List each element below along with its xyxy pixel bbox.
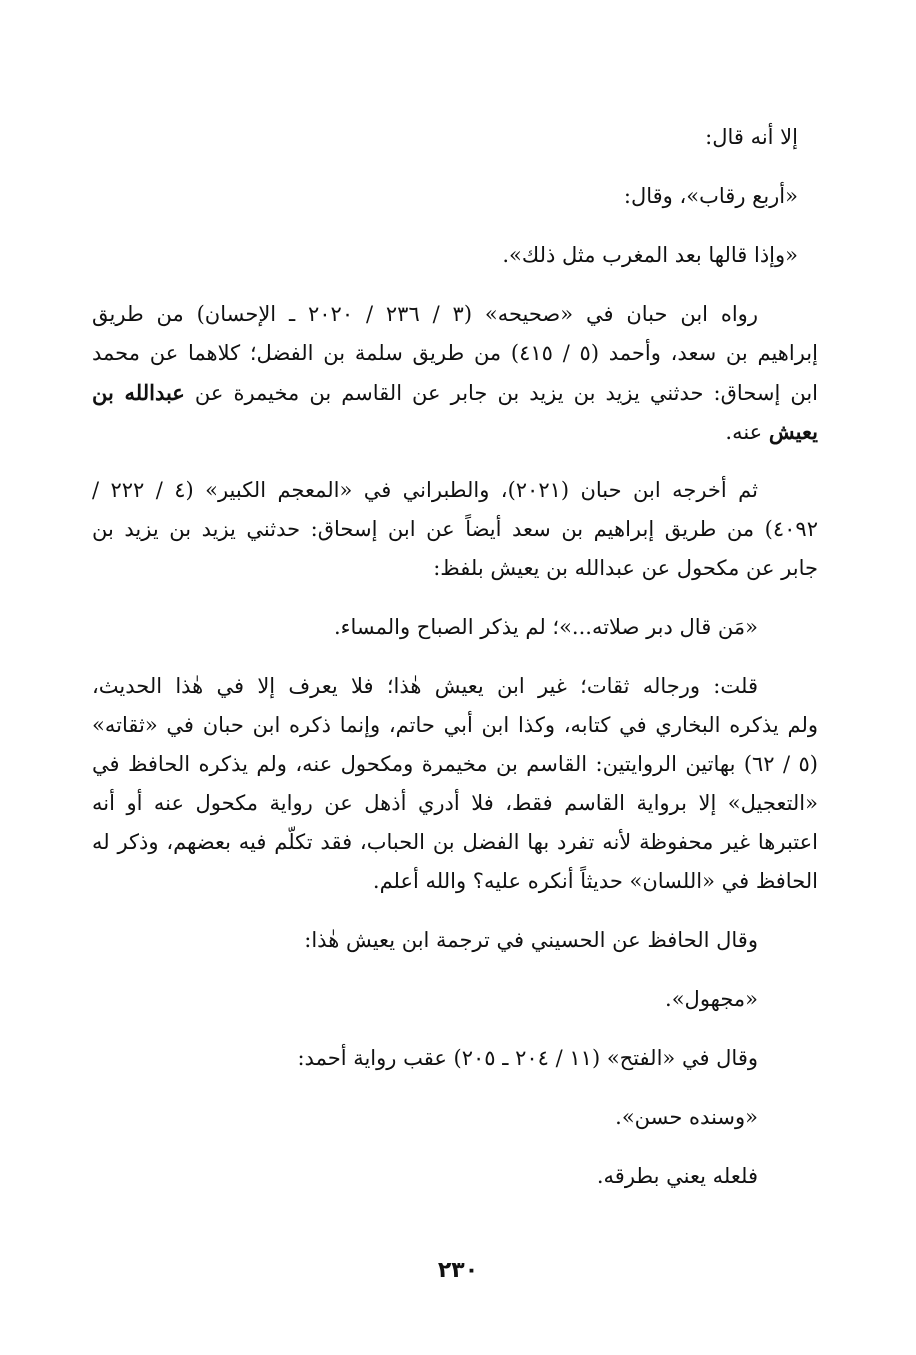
text-line: قلت: ورجاله ثقات؛ غير ابن يعيش هٰذا؛ فلا يعرف إلا في هٰذا الحديث،: [92, 674, 758, 698]
narrator-name: عبدالله بن: [92, 380, 185, 405]
page-body: [92, 118, 818, 1196]
text-line: ثم أخرجه ابن حبان (٢٠٢١)، والطبراني في «المعجم الكبير» (٤ / ٢٢٢ /: [92, 478, 758, 502]
text-line: (٥ / ٦٢) بهاتين الروايتين: القاسم بن مخيمرة ومكحول عنه، ولم يذكره الحافظ في: [92, 752, 818, 776]
text-line: اعتبرها غير محفوظة لأنه تفرد بها الفضل بن الحباب، فقد تكلّم فيه بعضهم، وذكر له: [92, 830, 818, 854]
quote-line: «وإذا قالها بعد المغرب مثل ذلك».: [502, 243, 798, 267]
quote-line: «أربع رقاب»، وقال:: [623, 184, 798, 208]
page-number: ٢٣٠: [437, 1258, 479, 1283]
quote-line: «مجهول».: [665, 987, 758, 1011]
text-line: رواه ابن حبان في «صحيحه» (٣ / ٢٣٦ / ٢٠٢٠ ـ الإحسان) من طريق: [92, 302, 758, 326]
quote-line: «وسنده حسن».: [615, 1105, 758, 1129]
text-line: الحافظ في «اللسان» حديثاً أنكره عليه؟ والله أعلم.: [372, 869, 818, 893]
text-line: [92, 412, 818, 451]
text-line: «التعجيل» إلا برواية القاسم فقط، فلا أدري أذهل عن رواية مكحول عنه أو أنه: [92, 791, 818, 815]
quote-line: «مَن قال دبر صلاته...»؛ لم يذكر الصباح والمساء.: [333, 615, 758, 639]
text-line: جابر عن مكحول عن عبدالله بن يعيش بلفظ:: [433, 556, 818, 580]
text-line: فلعله يعني بطرقه.: [596, 1164, 758, 1188]
text-line: وقال الحافظ عن الحسيني في ترجمة ابن يعيش هٰذا:: [304, 928, 758, 952]
text-line: إبراهيم بن سعد، وأحمد (٥ / ٤١٥) من طريق سلمة بن الفضل؛ كلاهما عن محمد: [92, 341, 818, 365]
text-line: وقال في «الفتح» (١١ / ٢٠٤ ـ ٢٠٥) عقب رواية أحمد:: [297, 1046, 758, 1070]
narrator-name: يعيش: [768, 419, 818, 444]
text-segment: ابن إسحاق: حدثني يزيد بن يزيد بن جابر عن القاسم بن مخيمرة عن: [194, 381, 818, 405]
text-line: ولم يذكره البخاري في كتابه، وكذا ابن أبي حاتم، وإنما ذكره ابن حبان في «ثقاته»: [92, 713, 818, 737]
text-line: إلا أنه قال:: [705, 125, 798, 149]
text-segment: عنه.: [725, 420, 763, 444]
text-line: ٤٠٩٢) من طريق إبراهيم بن سعد أيضاً عن ابن إسحاق: حدثني يزيد بن يزيد بن: [92, 517, 818, 541]
text-line: [92, 373, 818, 412]
